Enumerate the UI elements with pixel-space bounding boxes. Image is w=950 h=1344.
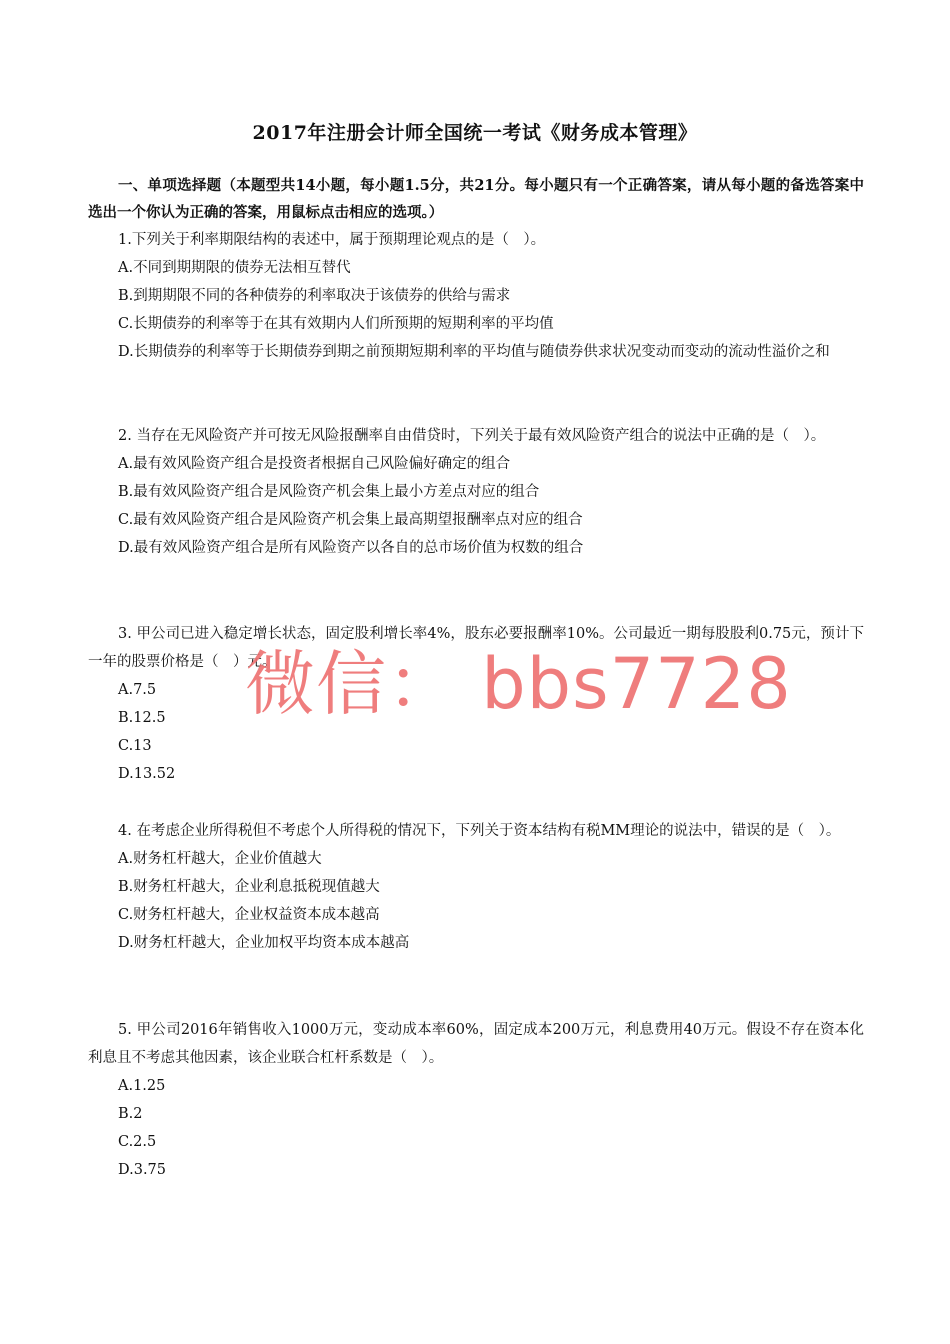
question-1 [88, 226, 864, 366]
option-a[interactable]: A.1.25 [118, 1078, 166, 1094]
option-d[interactable]: D.财务杠杆越大，企业加权平均资本成本越高 [118, 935, 410, 951]
question-stem: 2. 当存在无风险资产并可按无风险报酬率自由借贷时，下列关于最有效风险资产组合的说法中正确的是（ ）。 [118, 428, 826, 444]
section-heading: 一、单项选择题（本题型共14小题，每小题1.5分，共21分。每小题只有一个正确答案，请从每小题的备选答案中选出一个你认为正确的答案，用鼠标点击相应的选项。） [88, 177, 864, 221]
option-c[interactable]: C.财务杠杆越大，企业权益资本成本越高 [118, 907, 380, 923]
page-title: 2017年注册会计师全国统一考试《财务成本管理》 [252, 122, 698, 144]
option-d[interactable]: D.长期债券的利率等于长期债券到期之前预期短期利率的平均值与随债券供求状况变动而变动的流动性溢价之和 [118, 344, 830, 360]
option-d[interactable]: D.最有效风险资产组合是所有风险资产以各自的总市场价值为权数的组合 [118, 540, 584, 556]
question-3 [88, 620, 864, 788]
option-a[interactable]: A.不同到期期限的债券无法相互替代 [118, 260, 351, 276]
option-c[interactable]: C.13 [118, 738, 152, 754]
question-stem: 3. 甲公司已进入稳定增长状态，固定股利增长率4%，股东必要报酬率10%。公司最近一期每股股利0.75元，预计下一年的股票价格是（ ）元。 [88, 626, 864, 670]
option-c[interactable]: C.长期债券的利率等于在其有效期内人们所预期的短期利率的平均值 [118, 316, 554, 332]
option-c[interactable]: C.最有效风险资产组合是风险资产机会集上最高期望报酬率点对应的组合 [118, 512, 583, 528]
option-a[interactable]: A.财务杠杆越大，企业价值越大 [118, 851, 322, 867]
watermark: 微信： bbs7728 [245, 643, 792, 725]
option-b[interactable]: B.财务杠杆越大，企业利息抵税现值越大 [118, 879, 380, 895]
question-stem: 1.下列关于利率期限结构的表述中，属于预期理论观点的是（ ）。 [118, 232, 546, 248]
option-a[interactable]: A.7.5 [118, 682, 157, 698]
option-a[interactable]: A.最有效风险资产组合是投资者根据自己风险偏好确定的组合 [118, 456, 511, 472]
question-4 [88, 817, 864, 957]
option-b[interactable]: B.到期期限不同的各种债券的利率取决于该债券的供给与需求 [118, 288, 511, 304]
question-2 [88, 422, 864, 562]
option-d[interactable]: D.13.52 [118, 766, 176, 782]
question-stem: 4. 在考虑企业所得税但不考虑个人所得税的情况下，下列关于资本结构有税MM理论的说法中，错误的是（ ）。 [118, 823, 841, 839]
question-stem: 5. 甲公司2016年销售收入1000万元，变动成本率60%，固定成本200万元，利息费用40万元。假设不存在资本化利息且不考虑其他因素，该企业联合杠杆系数是（ ）。 [88, 1022, 864, 1066]
option-b[interactable]: B.最有效风险资产组合是风险资产机会集上最小方差点对应的组合 [118, 484, 540, 500]
option-b[interactable]: B.2 [118, 1106, 143, 1122]
option-d[interactable]: D.3.75 [118, 1162, 167, 1178]
option-c[interactable]: C.2.5 [118, 1134, 157, 1150]
option-b[interactable]: B.12.5 [118, 710, 166, 726]
question-5 [88, 1016, 864, 1184]
